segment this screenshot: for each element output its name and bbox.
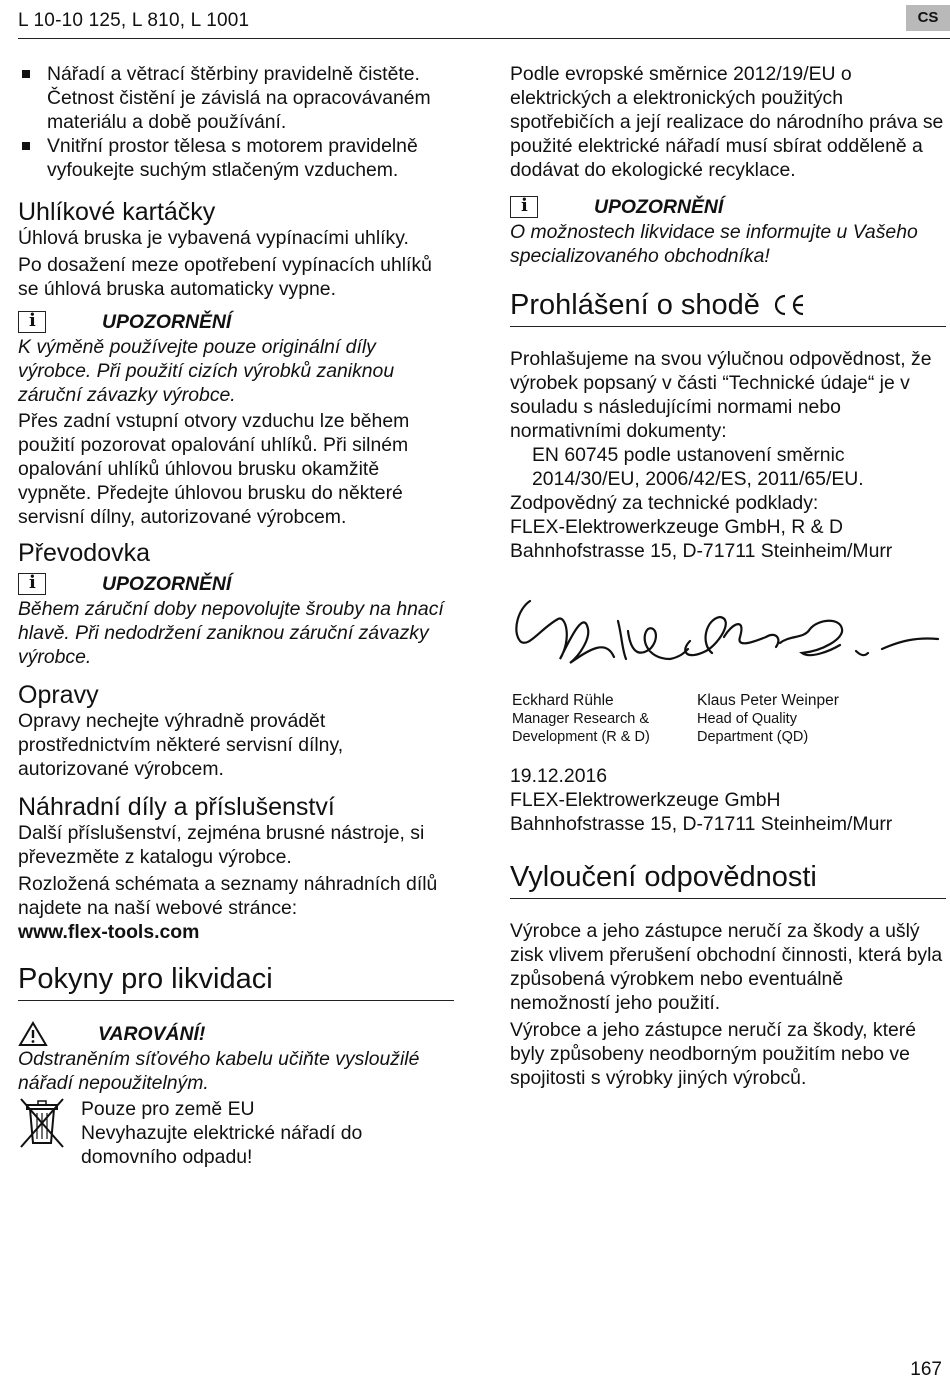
signatory-role: Head of Quality	[697, 711, 797, 727]
responsible-label: Zodpovědný za technické podklady:	[510, 492, 819, 514]
section-heading-liability: Vyloučení odpovědnosti	[510, 860, 946, 899]
note-text: K výměně používejte pouze originální díly výrobce. Při použití cizích výrobků zaniknou záruční závazky výrobce.	[18, 336, 395, 406]
left-column	[18, 62, 454, 1169]
note-label: UPOZORNĚNÍ	[594, 195, 724, 218]
paragraph: Po dosažení meze opotřebení vypínacích uhlíků se úhlová bruska automaticky vypne.	[18, 254, 432, 300]
signatory-name: Klaus Peter Weinper	[697, 692, 839, 709]
eu-disposal-line: Pouze pro země EU	[81, 1098, 255, 1120]
eu-disposal-block	[18, 1097, 454, 1169]
info-icon: i	[18, 573, 46, 595]
eu-disposal-line: Nevyhazujte elektrické nářadí do domovního odpadu!	[81, 1122, 363, 1168]
note-header	[18, 309, 454, 335]
paragraph: Výrobce a jeho zástupce neručí za škody, které byly způsobeny neodborným použitím nebo ve spojitosti s výrobky jiných výrobců.	[510, 1019, 916, 1089]
paragraph: Další příslušenství, zejména brusné nástroje, si převezměte z katalogu výrobce.	[18, 822, 425, 868]
signatory-role: Manager Research &	[512, 711, 650, 727]
crossed-bin-icon	[18, 1097, 66, 1149]
company-address: Bahnhofstrasse 15, D-71711 Steinheim/Murr	[510, 813, 893, 835]
responsible-address: Bahnhofstrasse 15, D-71711 Steinheim/Murr	[510, 540, 893, 562]
info-icon: i	[18, 311, 46, 333]
list-item: Vnitřní prostor tělesa s motorem pravidelně vyfoukejte suchým stlačeným vzduchem.	[18, 134, 454, 182]
responsible-company: FLEX-Elektrowerkzeuge GmbH, R & D	[510, 516, 843, 538]
language-badge: CS	[906, 5, 950, 31]
note-header	[18, 571, 454, 597]
note-label: UPOZORNĚNÍ	[102, 310, 232, 333]
ce-mark-icon	[770, 292, 808, 318]
paragraph: Výrobce a jeho zástupce neručí za škody a ušlý zisk vlivem přerušení obchodní činnosti, která byla způsobená výrobkem nebo eventuálně nemožností jeho použití.	[510, 920, 943, 1014]
signatories	[510, 692, 946, 752]
section-heading-spare-parts: Náhradní díly a příslušenství	[18, 793, 335, 821]
note-label: UPOZORNĚNÍ	[102, 572, 232, 595]
standards-text: EN 60745 podle ustanovení směrnic 2014/30/EU, 2006/42/ES, 2011/65/EU.	[532, 444, 864, 490]
signatory-role: Development (R & D)	[512, 729, 650, 745]
warning-icon	[18, 1021, 48, 1047]
document-header-models: L 10-10 125, L 810, L 1001	[18, 10, 250, 31]
section-heading-carbon-brushes: Uhlíkové kartáčky	[18, 198, 216, 226]
info-icon: i	[510, 196, 538, 218]
signatory-name: Eckhard Rühle	[512, 692, 614, 709]
section-heading-disposal: Pokyny pro likvidaci	[18, 962, 454, 1001]
signatory	[697, 692, 839, 746]
section-heading-conformity	[510, 288, 946, 327]
warning-header	[18, 1021, 454, 1047]
paragraph: Podle evropské směrnice 2012/19/EU o elektrických a elektronických použitých spotřebičích a její realizace do národního práva se použité elektrické nářadí musí sbírat odděleně a dodávat do ekologické recyklace.	[510, 63, 944, 181]
paragraph: Prohlašujeme na svou výlučnou odpovědnost, že výrobek popsaný v části “Technické údaje“ je v souladu s následujícími normami nebo normativními dokumenty:	[510, 348, 932, 442]
right-column	[510, 62, 946, 1090]
note-text: O možnostech likvidace se informujte u Vašeho specializovaného obchodníka!	[510, 221, 918, 267]
paragraph: Úhlová bruska je vybavená vypínacími uhlíky.	[18, 227, 409, 249]
paragraph: Opravy nechejte výhradně provádět prostřednictvím některé servisní dílny, autorizované výrobcem.	[18, 710, 344, 780]
declaration-date: 19.12.2016	[510, 765, 608, 787]
signatures-image	[510, 579, 946, 687]
paragraph: Rozložená schémata a seznamy náhradních dílů najdete na naší webové stránce:	[18, 873, 438, 919]
note-text: Během záruční doby nepovolujte šrouby na hnací hlavě. Při nedodržení zaniknou záruční závazky výrobce.	[18, 598, 444, 668]
list-item: Nářadí a větrací štěrbiny pravidelně čistěte. Četnost čistění je závislá na opracovávaném materiálu a době používání.	[18, 62, 454, 134]
section-heading-gearbox: Převodovka	[18, 539, 151, 567]
header-divider	[18, 38, 950, 39]
note-header	[510, 194, 946, 220]
signatory-role: Department (QD)	[697, 729, 809, 745]
page-number: 167	[910, 1359, 942, 1380]
company-name: FLEX-Elektrowerkzeuge GmbH	[510, 789, 781, 811]
signatory	[512, 692, 650, 746]
warning-text: Odstraněním síťového kabelu učiňte vysloužilé nářadí nepoužitelným.	[18, 1048, 420, 1094]
paragraph: Přes zadní vstupní otvory vzduchu lze během použití pozorovat opalování uhlíků. Při silném opalování uhlíků úhlovou brusku okamžitě vypněte. Předejte úhlovou brusku do některé servisní dílny, autorizované výrobcem.	[18, 410, 410, 528]
warning-label: VAROVÁNÍ!	[98, 1022, 206, 1045]
website-link[interactable]: www.flex-tools.com	[18, 921, 200, 943]
section-heading-repairs: Opravy	[18, 681, 99, 709]
conformity-heading-text: Prohlášení o shodě	[510, 289, 760, 321]
